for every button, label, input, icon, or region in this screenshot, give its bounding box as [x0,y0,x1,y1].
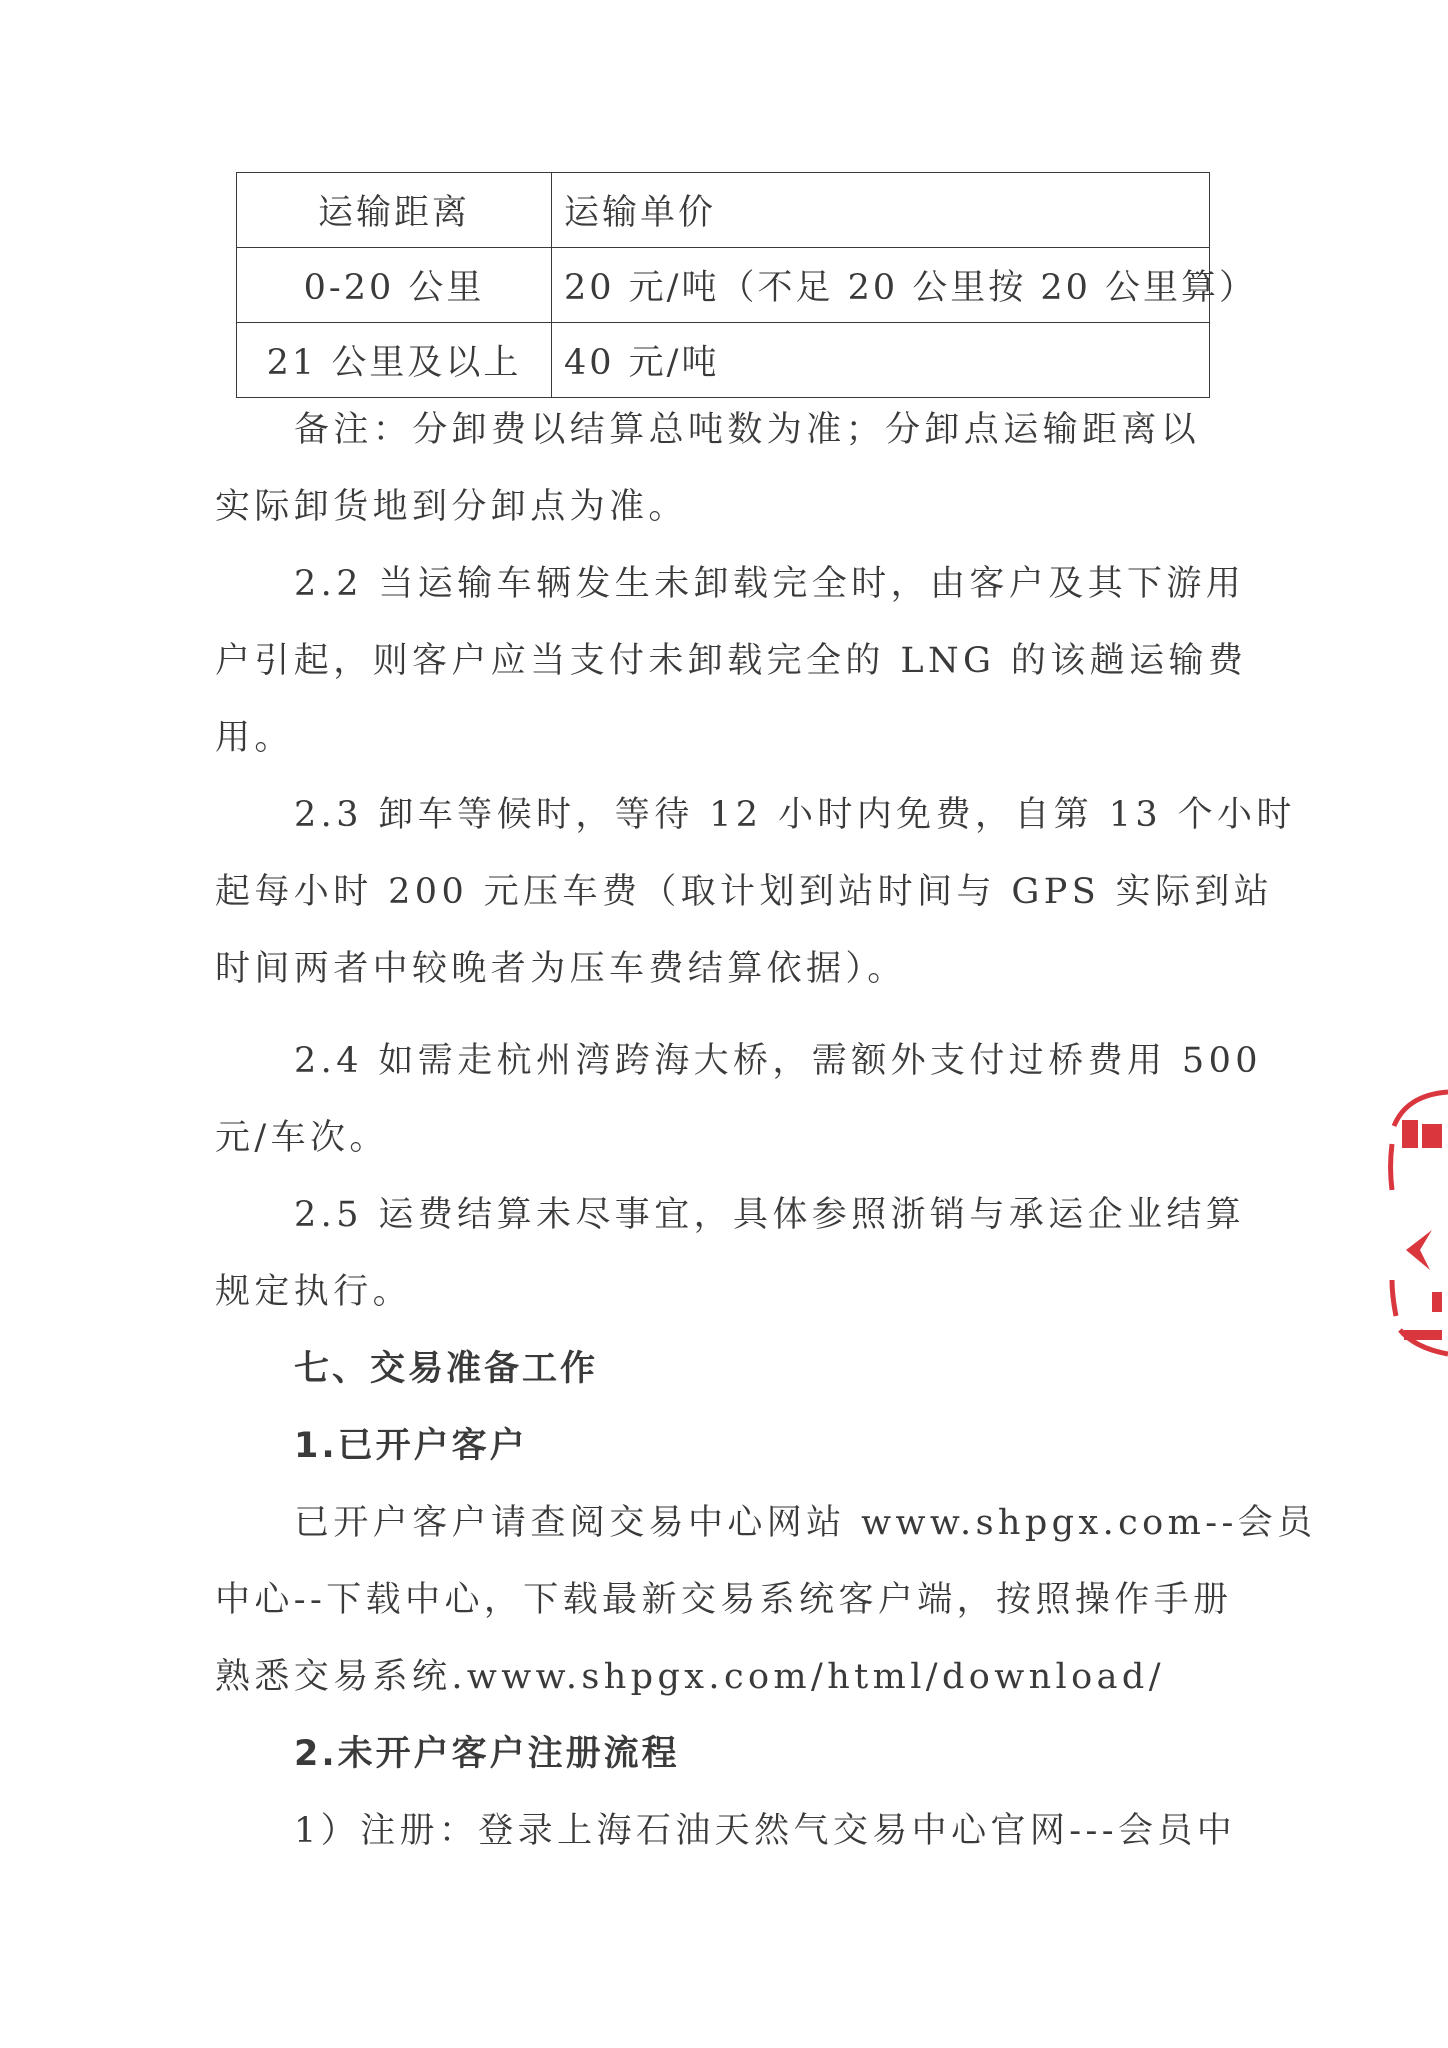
red-seal-stamp [1380,1080,1448,1380]
subheading-opened-customers: 1.已开户客户 [294,1426,528,1466]
para-2-3-line-3: 时间两者中较晚者为压车费结算依据）。 [215,949,907,989]
para-2-5-line-1: 2.5 运费结算未尽事宜，具体参照浙销与承运企业结算 [294,1195,1246,1235]
note-line-1: 备注：分卸费以结算总吨数为准；分卸点运输距离以 [294,410,1201,450]
header-unit-price: 运输单价 [552,173,1210,248]
para-2-5-line-2: 规定执行。 [215,1272,413,1312]
section-heading-7: 七、交易准备工作 [294,1349,599,1389]
para-2-4-line-1: 2.4 如需走杭州湾跨海大桥，需额外支付过桥费用 500 [294,1041,1262,1081]
para-2-3-line-1: 2.3 卸车等候时，等待 12 小时内免费，自第 13 个小时 [294,795,1296,835]
header-distance: 运输距离 [237,173,552,248]
table-cell-distance: 0-20 公里 [237,248,552,323]
para-2-2-line-1: 2.2 当运输车辆发生未卸载完全时，由客户及其下游用 [294,564,1246,604]
table-cell-distance: 21 公里及以上 [237,323,552,398]
table-cell-price: 40 元/吨 [552,323,1210,398]
para-opened-line-2: 中心--下载中心，下载最新交易系统客户端，按照操作手册 [215,1580,1233,1620]
table-row [237,323,1210,398]
para-2-4-line-2: 元/车次。 [215,1118,389,1158]
para-2-2-line-2: 户引起，则客户应当支付未卸载完全的 LNG 的该趟运输费 [215,641,1248,681]
para-opened-line-1: 已开户客户请查阅交易中心网站 www.shpgx.com--会员 [294,1503,1317,1543]
para-2-3-line-2: 起每小时 200 元压车费（取计划到站时间与 GPS 实际到站 [215,872,1274,912]
table-header-row [237,173,1210,248]
para-registration-line-1: 1）注册：登录上海石油天然气交易中心官网---会员中 [294,1811,1237,1851]
table-cell-price: 20 元/吨（不足 20 公里按 20 公里算） [552,248,1210,323]
para-opened-line-3: 熟悉交易系统.www.shpgx.com/html/download/ [215,1657,1165,1697]
transport-rate-table [236,172,1258,398]
note-line-2: 实际卸货地到分卸点为准。 [215,487,688,527]
subheading-registration: 2.未开户客户注册流程 [294,1734,680,1774]
para-2-2-line-3: 用。 [215,718,294,758]
table-row [237,248,1210,323]
